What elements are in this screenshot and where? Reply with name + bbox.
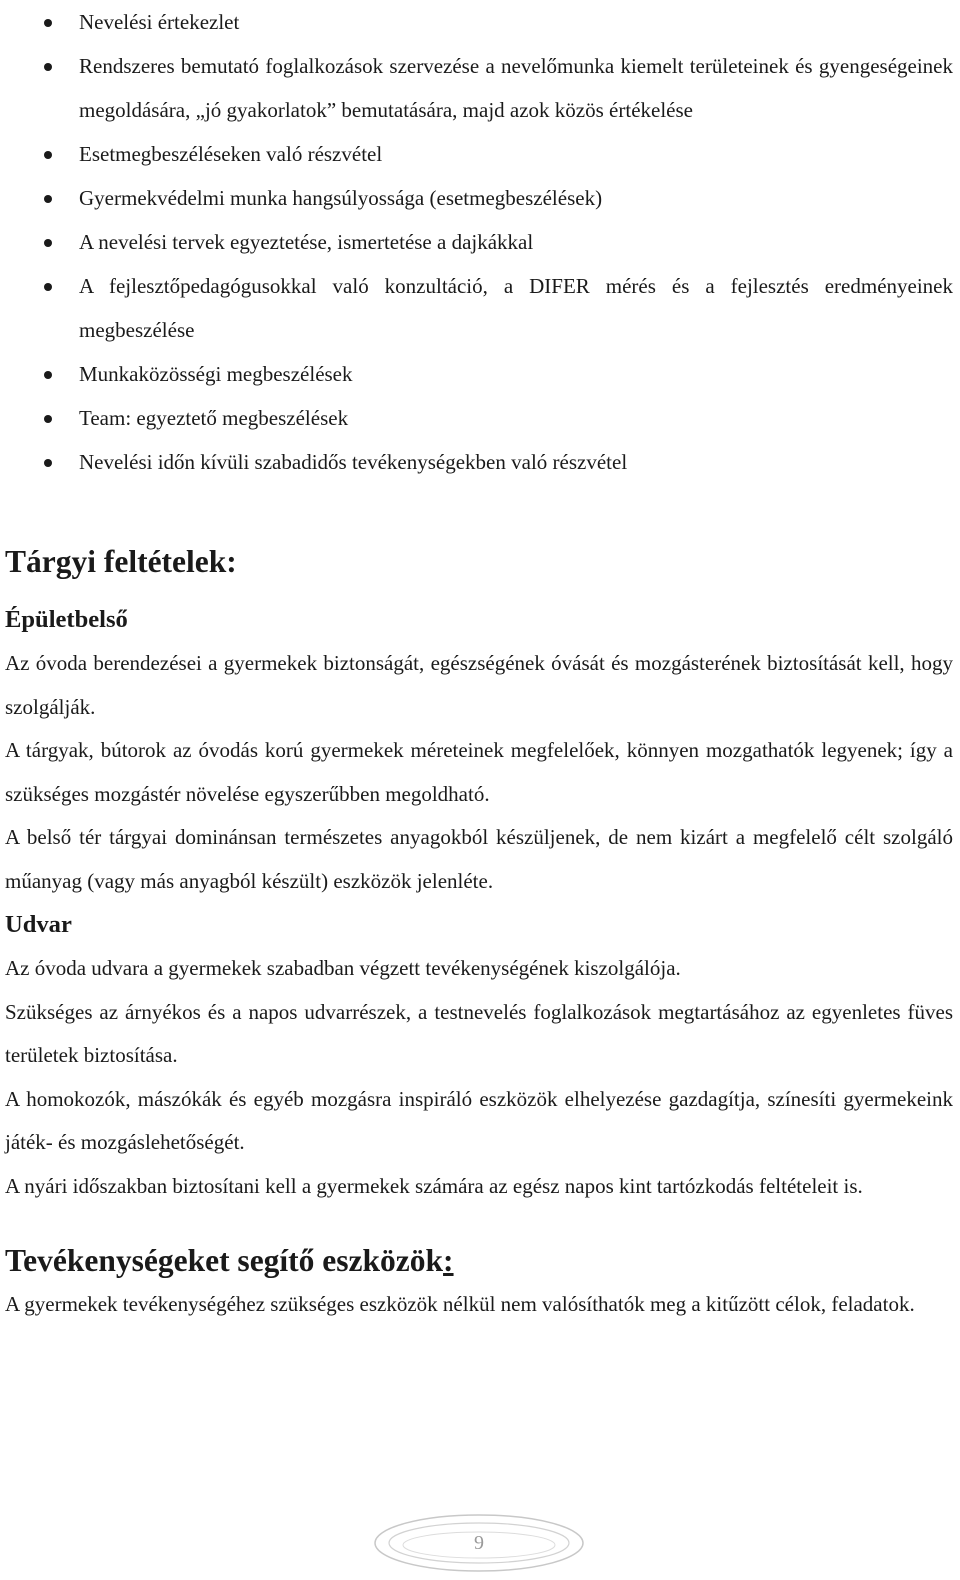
list-item: Munkaközösségi megbeszélések [5,352,953,396]
list-item: Nevelési értekezlet [5,0,953,44]
section-heading-colon: : [443,1243,454,1278]
page-number: 9 [474,1532,484,1554]
document-page [5,0,953,1327]
paragraph: A gyermekek tevékenységéhez szükséges eszközök nélkül nem valósíthatók meg a kitűzött célok, feladatok. [5,1292,915,1316]
bullet-icon [44,415,52,423]
bullet-icon [44,239,52,247]
spacer [5,1208,953,1239]
paragraph: Szükséges az árnyékos és a napos udvarrészek, a testnevelés foglalkozások megtartásához az egyenletes füves területek biztosítása. [5,999,953,1067]
paragraph: A nyári időszakban biztosítani kell a gyermekek számára az egész napos kint tartózkodás feltételeit is. [5,1173,863,1198]
list-item: Team: egyeztető megbeszélések [5,396,953,440]
spacer [5,484,953,540]
paragraph: A belső tér tárgyai dominánsan természetes anyagokból készüljenek, de nem kizárt a megfelelő célt szolgáló műanyag (vagy más anyagból készült) eszközök jelenléte. [5,825,953,893]
list-item: A nevelési tervek egyeztetése, ismertetése a dajkákkal [5,220,953,264]
bullet-icon [44,459,52,467]
paragraph: A homokozók, mászókák és egyéb mozgásra inspiráló eszközök elhelyezése gazdagítja, színesíti gyermekeink játék- és mozgáslehetőségét. [5,1086,953,1154]
paragraph: A tárgyak, bútorok az óvodás korú gyermekek méreteinek megfelelőek, könnyen mozgathatók legyenek; így a szükséges mozgástér növelése egyszerűbben megoldható. [5,738,953,806]
bullet-icon [44,19,52,27]
section-heading-text: Tevékenységeket segítő eszközök [5,1243,444,1278]
section-heading-eszkozok [5,1239,953,1283]
section-heading-targyi: Tárgyi feltételek: [5,544,237,579]
bullet-icon [44,151,52,159]
page-number-badge [372,1512,586,1574]
subsection-heading-udvar: Udvar [5,911,72,938]
bullet-icon [44,63,52,71]
paragraph: Az óvoda udvara a gyermekek szabadban végzett tevékenységének kiszolgálója. [5,956,681,980]
bullet-icon [44,371,52,379]
list-item: Gyermekvédelmi munka hangsúlyossága (esetmegbeszélések) [5,176,953,220]
subsection-heading-epuletbelso: Épületbelső [5,606,128,633]
list-item: Nevelési időn kívüli szabadidős tevékenységekben való részvétel [5,440,953,484]
list-item: A fejlesztőpedagógusokkal való konzultáció, a DIFER mérés és a fejlesztés eredményeinek megbeszélése [5,264,953,352]
activity-list [5,0,953,484]
bullet-icon [44,195,52,203]
paragraph: Az óvoda berendezései a gyermekek biztonságát, egészségének óvását és mozgásterének biztosítását kell, hogy szolgálják. [5,651,953,719]
spacer [5,584,953,598]
list-item: Rendszeres bemutató foglalkozások szervezése a nevelőmunka kiemelt területeinek és gyengeségeinek megoldására, „jó gyakorlatok” bemutatására, majd azok közös értékelése [5,44,953,132]
bullet-icon [44,283,52,291]
list-item: Esetmegbeszéléseken való részvétel [5,132,953,176]
